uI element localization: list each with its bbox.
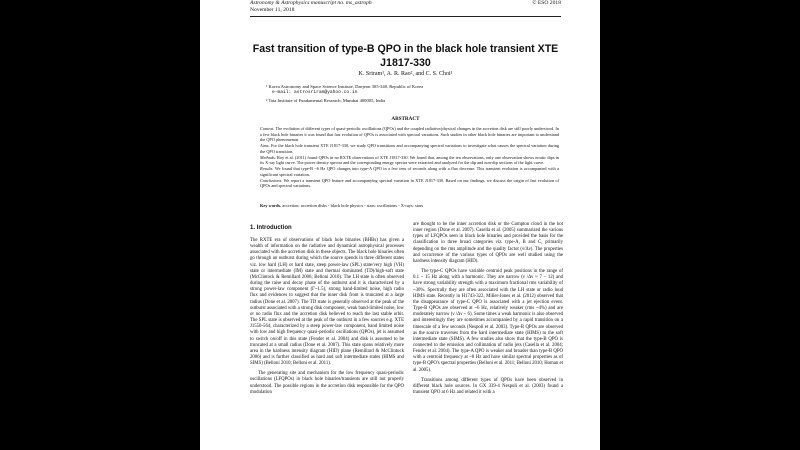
paragraph: are thought to be the inner accretion disk or the Compton cloud in the hot inner region (Done et al. 2007). Casella et al. (2005) summarized the various types of LFQPOs seen in black hole binaries and provided the basis for the classification in three broad categories viz. type-A, B and C, primarily depending on the rms amplitude and the quality factor (ν/Δν). The properties and occurrence of the various types of QPOs are well studied using the hardness intensity diagram (HID). bbox=[413, 222, 563, 264]
left-column bbox=[250, 238, 404, 400]
right-column bbox=[413, 222, 563, 400]
abstract-body bbox=[260, 126, 559, 189]
abstract-label: Methods. bbox=[260, 154, 276, 160]
paragraph: Transitions among different types of QPOs have been observed in different black hole sources. In GX 339-4 Nespoli et al. (2003) found a transient QPO at 6 Hz and related it with a bbox=[413, 377, 563, 396]
paragraph: The generating site and mechanism for the low frequency quasi-periodic oscillations (LFQPOs) in black hole binaries/transients are still not properly understood. The possible regions in the accretion disk responsible for the QPO modulation bbox=[250, 371, 404, 395]
affiliation-1-address: ¹ Korea Astronomy and Space Science Institute, Daejeon 305-348, Republic of Korea bbox=[266, 84, 424, 89]
abstract-context bbox=[260, 126, 559, 143]
paper-page bbox=[200, 0, 600, 450]
abstract-conclusions bbox=[260, 178, 559, 189]
abstract-heading: ABSTRACT bbox=[391, 116, 420, 122]
affiliations bbox=[266, 84, 423, 106]
abstract-text: Roy et al. (2011) found QPOs in no RXTE observations of XTE J1817-330. We found that, among the ten observations, only one observation shows erratic dips in its X-ray light curve. The power density spectra and the corresponding energy spectra were extracted and analyzed for the dip and non-dip sections of the light curve. bbox=[260, 154, 559, 166]
header-rule bbox=[250, 16, 561, 17]
manuscript-date: November 11, 2018 bbox=[250, 7, 295, 13]
keywords bbox=[260, 203, 559, 209]
author-list: K. Sriram¹, A. R. Rao², and C. S. Choi¹ bbox=[358, 71, 453, 77]
paragraph: The type-C QPOs have variable centroid peak positions in the range of 0.1 – 15 Hz along with a harmonic. They are narrow (ν /Δν ≈ 7 – 12) and have strong variability strength with a maximum fractional rms variability of ~30%. Spectrally they are often associated with the LH state or radio loud HIMS state. Recently in H1743-322, Miller-Jones et al. (2012) observed that the disappearance of type-C QPO is associated with a jet ejection event. Type-B QPOs are observed at ~6 Hz, relatively weaker (rms ~4%) and are moderately narrow (ν /Δν ~ 6). Some times a weak harmonic is also observed and interestingly they are sometimes accompanied by a rapid transition on a timescale of a few seconds (Nespoli et al. 2003). Type-B QPOs are observed as the source traverses from the hard intermediate state (HIMS) to the soft intermediate state (SIMS). A few studies also show that the type-B QPO is connected to the emission and collimation of radio jets (Casella et al. 2004; Fender et al. 2004). The type-A QPO is weaker and broader than type-B QPO with a centroid frequency at ~8 Hz and have similar spectral properties as of type-B QPO's spectral properties (Belloni et al. 2011; Belloni 2010; Homan et al. 2005). bbox=[413, 269, 563, 373]
abstract-label: Context. bbox=[260, 126, 275, 131]
abstract-label: Conclusions. bbox=[260, 177, 283, 183]
abstract-text: We report a transient QPO feature and accompanying spectral variation in XTE J1817-330. Based on our findings, we discuss the origin of fast evolution of QPOs and spectral variations. bbox=[260, 177, 559, 189]
abstract-methods bbox=[260, 155, 559, 166]
abstract-label: Aims. bbox=[260, 143, 270, 149]
abstract-aims bbox=[260, 143, 559, 154]
affiliation-2 bbox=[266, 98, 423, 104]
abstract-label: Results. bbox=[260, 166, 274, 172]
running-header-left bbox=[250, 0, 372, 14]
section-heading: 1. Introduction bbox=[250, 225, 292, 231]
abstract-results bbox=[260, 166, 559, 177]
abstract-text: For the black hole transient XTE J1817-330, we study QPO transitions and accompanying spectral variations to investigate what causes the spectral variation during the QPO transition. bbox=[260, 143, 559, 154]
copyright-notice: © ESO 2018 bbox=[532, 0, 561, 6]
keywords-text: accretion: accretion disks - black hole physics - stars: oscillations - X-rays: stars bbox=[282, 203, 424, 208]
journal-name: Astronomy & Astrophysics manuscript no. ms_astroph bbox=[250, 0, 372, 6]
paper-title: Fast transition of type-B QPO in the black hole transient XTE J1817-330 bbox=[252, 43, 559, 69]
affiliation-2-address: ² Tata Institute of Fundamental Research, Mumbai 400005, India bbox=[266, 98, 386, 103]
keywords-label: Key words. bbox=[260, 203, 282, 208]
affiliation-1-email: e-mail: astrosriram@yahoo.co.in bbox=[272, 90, 358, 95]
abstract-text: We found that type-B ~6 Hz QPO changes into type-A QPO in a few tens of seconds along with a flux decrease. This transient evolution is accompanied with a significant spectral variation. bbox=[260, 166, 559, 177]
affiliation-1 bbox=[266, 84, 423, 96]
abstract-text: The evolution of different types of quasi-periodic oscillations (QPOs) and the coupled radiative/physical changes in the accretion disk are still poorly understood. In a few black hole binaries it was found that fast evolution of QPOs is associated with spectral variations. Such studies in other black hole binaries are important to understand the QPO phenomenon. bbox=[260, 126, 560, 143]
paragraph: The RXTE era of observations of black hole binaries (BHBs) has given a wealth of information on the radiative and dynamical astrophysical processes associated with the accretion disk in these objects. The black hole binaries often go through an outburst during which the source spends in three different states viz. low hard (LH) or hard state, steep power-law (SPL) state/very high (VH) state or intermediate (IM) state and thermal dominated (TD)/high-soft state (McClintock & Remillard 2006; Belloni 2010). The LH state is often observed during the raise and decay phase of the outburst and it is characterized by a strong power-law component (Γ~1.5), strong band-limited noise, high radio flux and evidences to suggest that the inner disk front is truncated at a large radius (Done et al. 2007). The TD state is generally observed at the peak of the outburst associated with a strong disk component, weak band-limited noise, low or no radio flux and the accretion disk believed to reach the last stable orbit. The SPL state is observed at the peak of the outburst in a few sources e.g. XTE J1550-564, characterized by a steep power-law component, band limited noise with low and high frequency quasi-periodic oscillations (QPOs), jet is assumed to switch on/off in this state (Fender et al. 2004) and disk is assumed to be truncated at a small radius (Done et al. 2007). This state spans relatively more area in the hardness intensity diagram (HID) plane (Remillard & McClintock 2006) and is further classified as hard and soft intermediate states (HIMS and SIMS) (Belloni 2010; Belloni et al. 2011). bbox=[250, 238, 404, 367]
